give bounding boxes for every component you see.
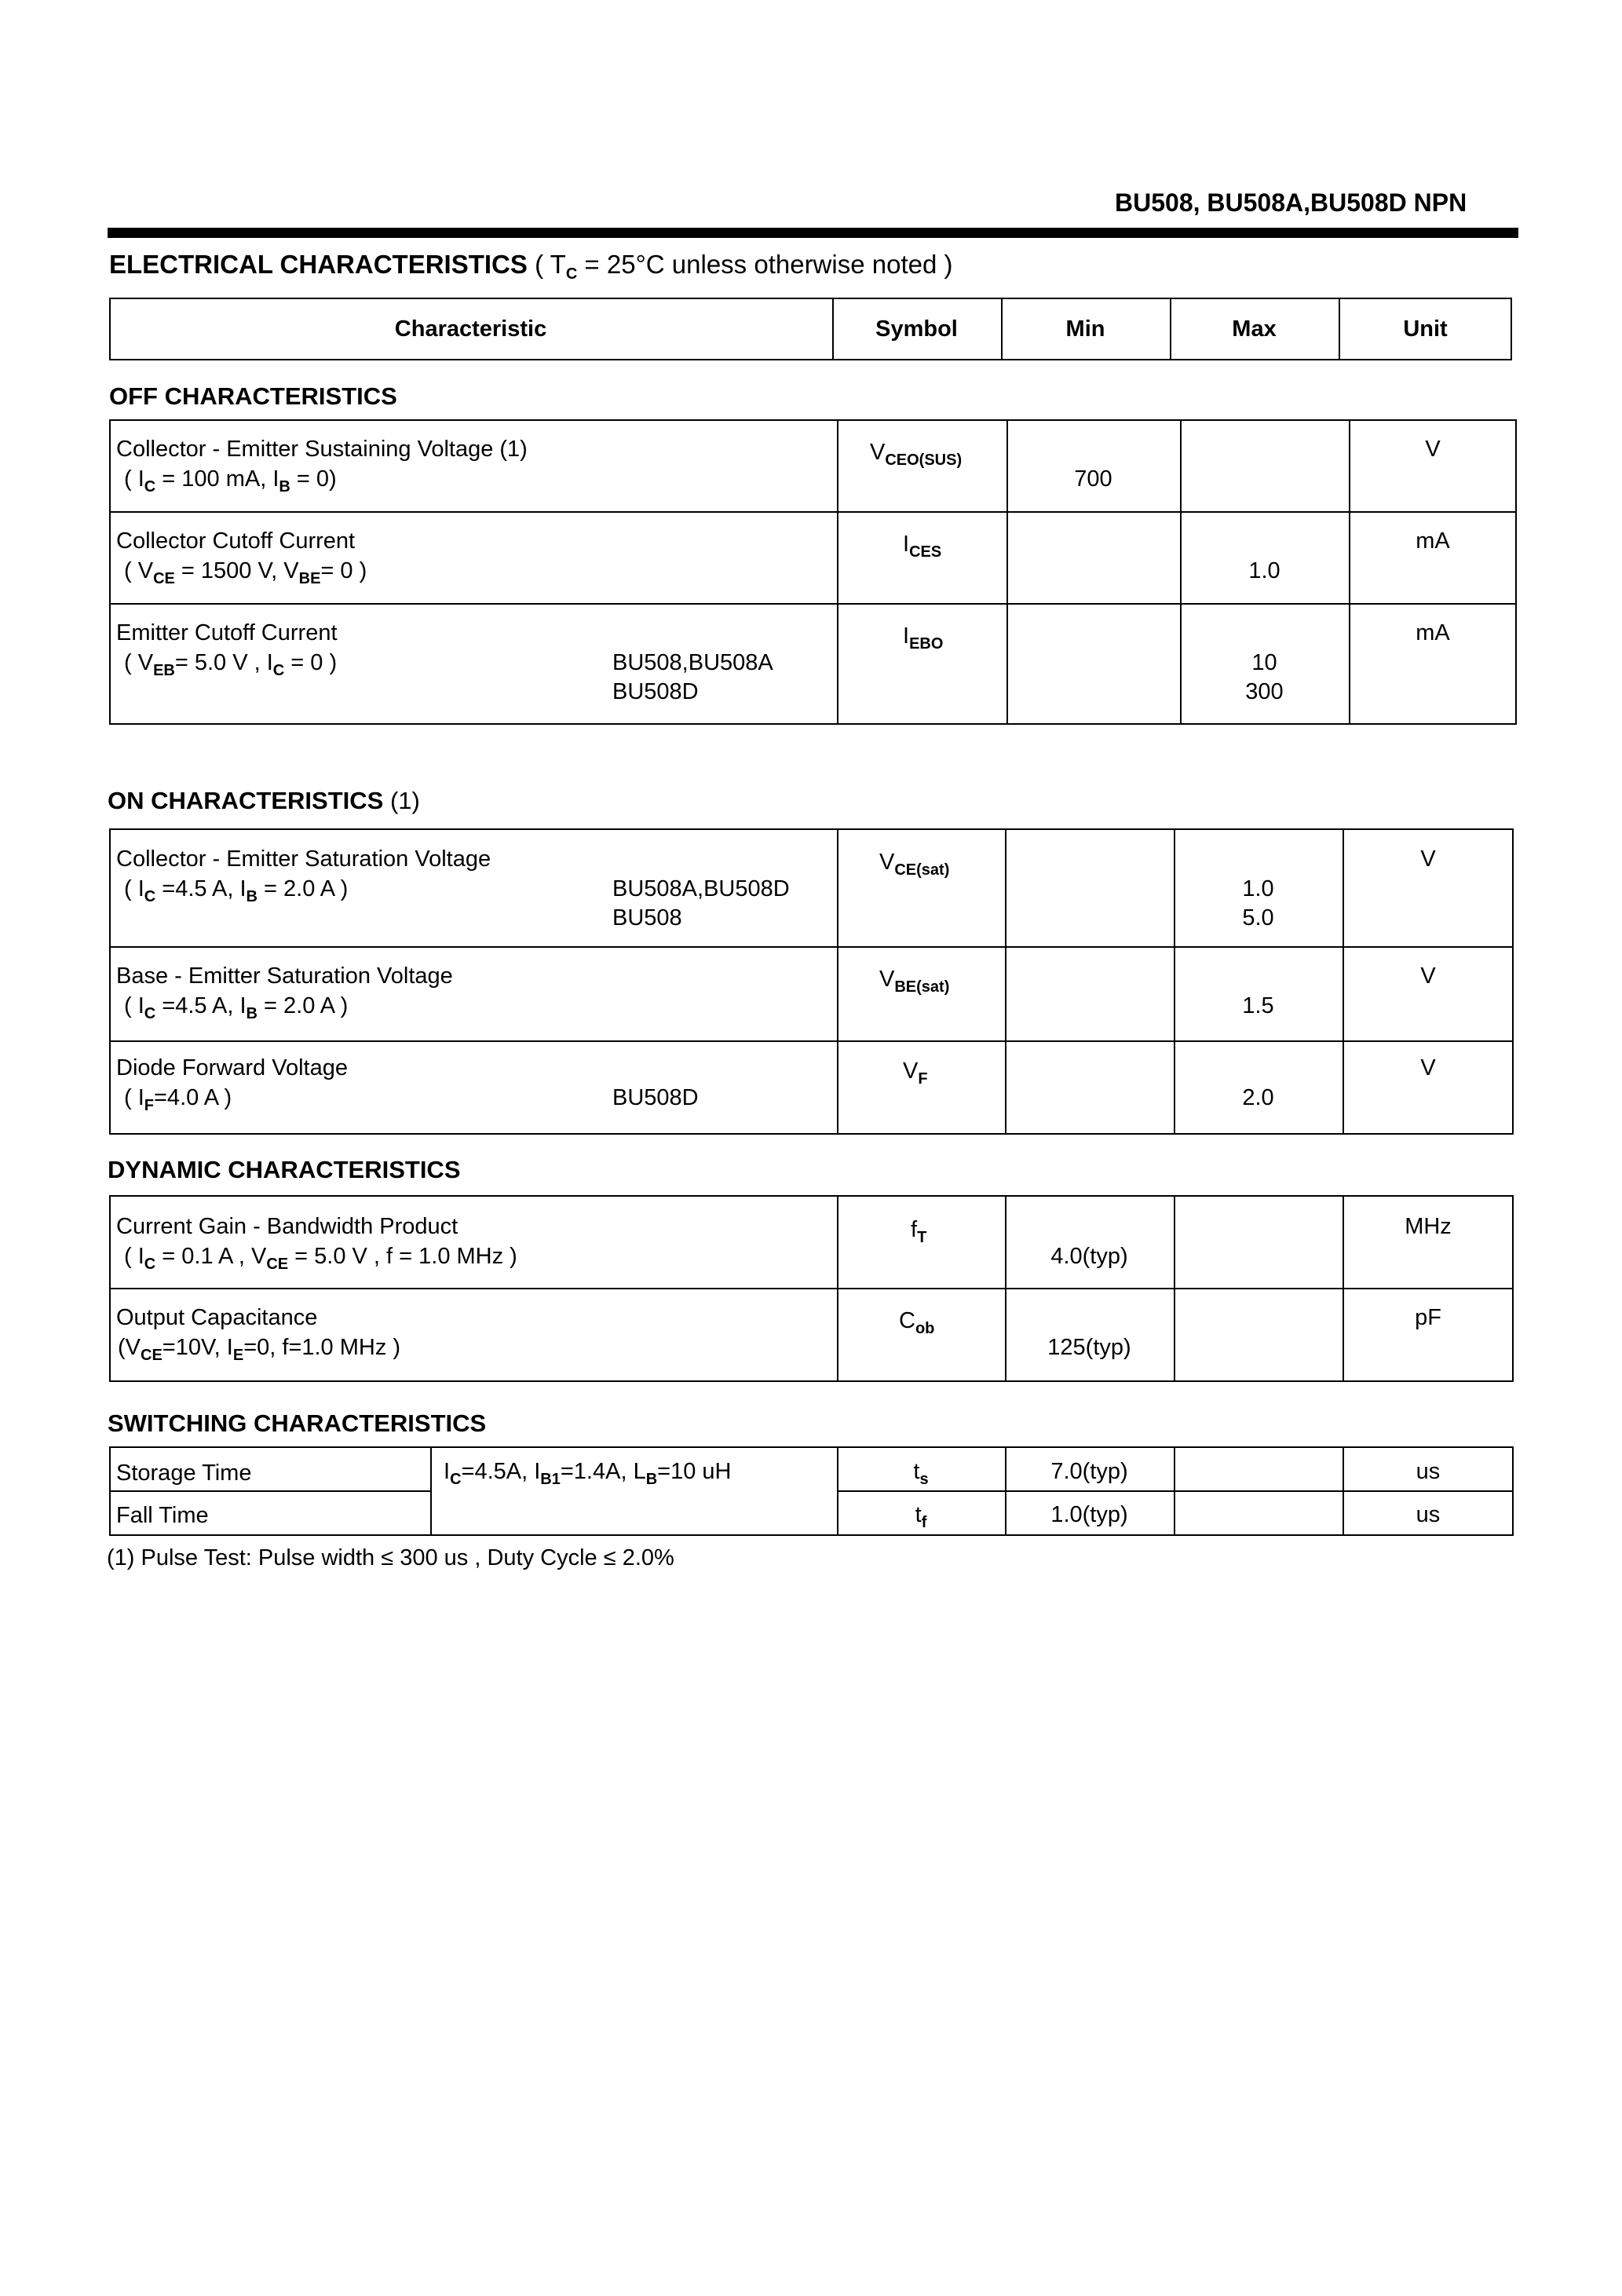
unit: V <box>1420 1055 1436 1080</box>
symbol: $V_{CEO(SUS)}$ <box>870 440 963 469</box>
device-variant: BU508D <box>612 679 699 704</box>
device-variant: BU508,BU508A <box>612 650 773 675</box>
off-characteristics-heading: OFF CHARACTERISTICS <box>109 382 397 410</box>
symbol: $I_{EBO}$ <box>903 623 944 653</box>
col-min: Min <box>1065 316 1105 342</box>
unit: MHz <box>1405 1214 1452 1239</box>
test-condition: ($V_{CE}=10V$, $I_E=0$, f=1.0 MHz ) <box>118 1335 401 1364</box>
max-value: 10 <box>1251 650 1277 675</box>
col-symbol: Symbol <box>875 316 958 342</box>
unit: V <box>1420 846 1436 872</box>
switching-characteristics-heading: SWITCHING CHARACTERISTICS <box>108 1409 487 1437</box>
min-value: 1.0(typ) <box>1050 1502 1128 1527</box>
test-condition: ( $I_C =4.5$ A, $I_B = 2.0$ A ) <box>124 993 349 1022</box>
test-condition: ( $I_C = 100$ mA, $I_B = 0$) <box>124 466 337 495</box>
max-value: 300 <box>1245 679 1284 704</box>
unit: pF <box>1415 1305 1441 1330</box>
part-number-header: BU508, BU508A,BU508D NPN <box>1115 188 1467 217</box>
unit: V <box>1420 963 1436 989</box>
symbol: $V_{CE(sat)}$ <box>879 850 950 879</box>
characteristic-name: Fall Time <box>116 1503 209 1528</box>
characteristic-name: Collector - Emitter Sustaining Voltage (1) <box>116 437 528 462</box>
unit: mA <box>1416 528 1450 554</box>
max-value: 5.0 <box>1242 905 1274 930</box>
unit: us <box>1416 1502 1441 1527</box>
characteristic-name: Collector - Emitter Saturation Voltage <box>116 846 491 872</box>
col-characteristic: Characteristic <box>394 316 547 342</box>
device-variant: BU508 <box>612 905 682 930</box>
characteristic-name: Storage Time <box>116 1461 252 1486</box>
symbol: $C_{ob}$ <box>899 1308 935 1337</box>
characteristic-name: Base - Emitter Saturation Voltage <box>116 963 453 989</box>
page-title: ELECTRICAL CHARACTERISTICS ( $T_C = 25^\circ C$ unless otherwise noted ) <box>109 250 953 283</box>
max-value: 2.0 <box>1242 1085 1274 1110</box>
dynamic-characteristics-heading: DYNAMIC CHARACTERISTICS <box>108 1156 461 1183</box>
symbol: $V_F$ <box>903 1058 928 1088</box>
unit: mA <box>1416 620 1450 645</box>
device-variant: BU508A,BU508D <box>612 876 790 901</box>
switching-test-condition: $I_C=4.5A$, $I_{B1}=1.4A$, $L_B=10$ uH <box>444 1459 732 1488</box>
characteristic-name: Current Gain - Bandwidth Product <box>116 1214 458 1239</box>
characteristic-name: Emitter Cutoff Current <box>116 620 338 645</box>
min-value: 4.0(typ) <box>1050 1244 1128 1269</box>
max-value: 1.0 <box>1248 558 1280 583</box>
symbol: $f_T$ <box>911 1217 927 1246</box>
col-max: Max <box>1232 316 1277 342</box>
test-condition: ( $I_C = 0.1$ A , $V_{CE} = 5.0$ V , f = 1.0 MHz ) <box>124 1244 517 1273</box>
col-unit: Unit <box>1403 316 1448 342</box>
test-condition: ( $I_F=4.0$ A ) <box>124 1085 232 1114</box>
max-value: 1.0 <box>1242 876 1274 901</box>
characteristic-name: Output Capacitance <box>116 1305 318 1330</box>
min-value: 125(typ) <box>1047 1335 1131 1360</box>
min-value: 700 <box>1074 466 1112 492</box>
unit: us <box>1416 1459 1441 1484</box>
symbol: $t_f$ <box>915 1502 927 1531</box>
symbol: $t_s$ <box>913 1459 929 1488</box>
unit: V <box>1425 437 1441 462</box>
test-condition: ( $I_C =4.5$ A, $I_B = 2.0$ A ) <box>124 876 349 905</box>
characteristic-name: Diode Forward Voltage <box>116 1055 348 1080</box>
max-value: 1.5 <box>1242 993 1274 1018</box>
device-variant: BU508D <box>612 1085 699 1110</box>
footnote: (1) Pulse Test: Pulse width ≤ 300 us , Duty Cycle ≤ 2.0% <box>107 1545 674 1570</box>
symbol: $V_{BE(sat)}$ <box>879 967 950 996</box>
header-rule <box>108 228 1518 238</box>
characteristic-name: Collector Cutoff Current <box>116 528 356 554</box>
min-value: 7.0(typ) <box>1050 1459 1128 1484</box>
test-condition: ( $V_{EB}= 5.0$ V , $I_C = 0$ ) <box>124 650 338 679</box>
symbol: $I_{CES}$ <box>903 532 942 561</box>
test-condition: ( $V_{CE} = 1500$ V, $V_{BE}= 0$ ) <box>124 558 367 587</box>
on-characteristics-heading: ON CHARACTERISTICS (1) <box>108 787 420 814</box>
